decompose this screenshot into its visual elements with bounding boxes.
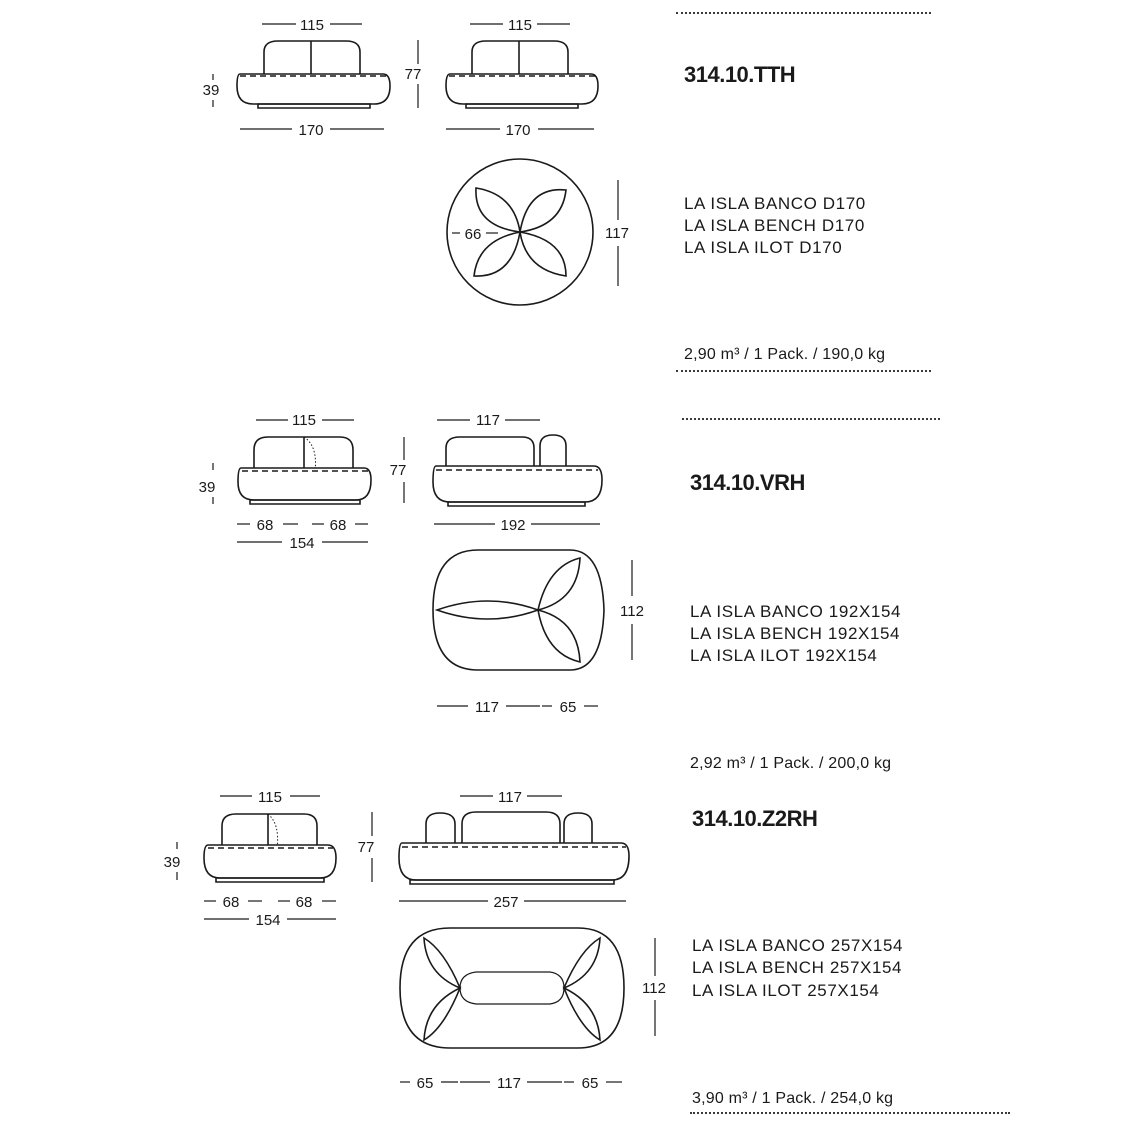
z2rh-plan-view bbox=[400, 928, 666, 1092]
z2rh-front-elevation bbox=[358, 789, 629, 911]
dim-77: 77 bbox=[357, 839, 375, 856]
dim-115: 115 bbox=[300, 17, 324, 34]
dim-115: 115 bbox=[258, 789, 282, 806]
dim-192: 192 bbox=[500, 517, 526, 534]
product-code: 314.10.Z2RH bbox=[692, 806, 818, 831]
dim-65: 65 bbox=[559, 699, 577, 716]
product-code: 314.10.VRH bbox=[690, 470, 805, 495]
product-name-es: LA ISLA BANCO 257X154 bbox=[692, 936, 904, 955]
dim-117: 117 bbox=[475, 699, 499, 716]
vrh-front-elevation bbox=[390, 412, 602, 534]
dim-68: 68 bbox=[256, 517, 274, 534]
dim-112: 112 bbox=[642, 980, 666, 997]
dim-154: 154 bbox=[289, 535, 315, 552]
dim-117: 117 bbox=[605, 225, 629, 242]
dim-115: 115 bbox=[508, 17, 532, 34]
product-name-fr: LA ISLA ILOT 257X154 bbox=[692, 981, 880, 1000]
dim-68: 68 bbox=[329, 517, 347, 534]
dim-65: 65 bbox=[581, 1075, 599, 1092]
dim-77: 77 bbox=[404, 66, 422, 83]
dim-77: 77 bbox=[389, 462, 407, 479]
tth-elevation-left bbox=[203, 17, 422, 139]
product-name-es: LA ISLA BANCO 192X154 bbox=[690, 602, 902, 621]
dim-39: 39 bbox=[163, 854, 181, 871]
dim-39: 39 bbox=[198, 479, 216, 496]
packaging-info: 2,90 m³ / 1 Pack. / 190,0 kg bbox=[684, 346, 886, 363]
dim-170: 170 bbox=[298, 122, 324, 139]
product-name-en: LA ISLA BENCH 257X154 bbox=[692, 958, 903, 977]
dim-65: 65 bbox=[416, 1075, 434, 1092]
dim-115: 115 bbox=[292, 412, 316, 429]
vrh-side-elevation bbox=[199, 412, 371, 552]
dim-117: 117 bbox=[476, 412, 500, 429]
dim-257: 257 bbox=[493, 894, 519, 911]
divider-top bbox=[676, 12, 931, 14]
product-code: 314.10.TTH bbox=[684, 62, 796, 87]
product-name-es: LA ISLA BANCO D170 bbox=[684, 194, 866, 213]
dim-170: 170 bbox=[505, 122, 531, 139]
vrh-plan-view bbox=[433, 550, 644, 716]
dim-68: 68 bbox=[295, 894, 313, 911]
divider-bottom bbox=[690, 1112, 1010, 1114]
tth-plan-view bbox=[447, 159, 629, 305]
dim-117: 117 bbox=[498, 789, 522, 806]
dim-68: 68 bbox=[222, 894, 240, 911]
packaging-info: 3,90 m³ / 1 Pack. / 254,0 kg bbox=[692, 1090, 894, 1107]
dim-112: 112 bbox=[620, 603, 644, 620]
packaging-info: 2,92 m³ / 1 Pack. / 200,0 kg bbox=[690, 755, 892, 772]
product-name-en: LA ISLA BENCH D170 bbox=[684, 216, 865, 235]
tth-elevation-right bbox=[446, 17, 598, 139]
divider bbox=[682, 418, 940, 420]
dim-154: 154 bbox=[255, 912, 281, 929]
dim-39: 39 bbox=[202, 82, 220, 99]
product-name-fr: LA ISLA ILOT D170 bbox=[684, 238, 843, 257]
divider bbox=[676, 370, 931, 372]
dim-66: 66 bbox=[464, 226, 482, 243]
dim-117: 117 bbox=[497, 1075, 521, 1092]
z2rh-side-elevation bbox=[164, 789, 336, 929]
product-name-fr: LA ISLA ILOT 192X154 bbox=[690, 646, 878, 665]
product-name-en: LA ISLA BENCH 192X154 bbox=[690, 624, 901, 643]
